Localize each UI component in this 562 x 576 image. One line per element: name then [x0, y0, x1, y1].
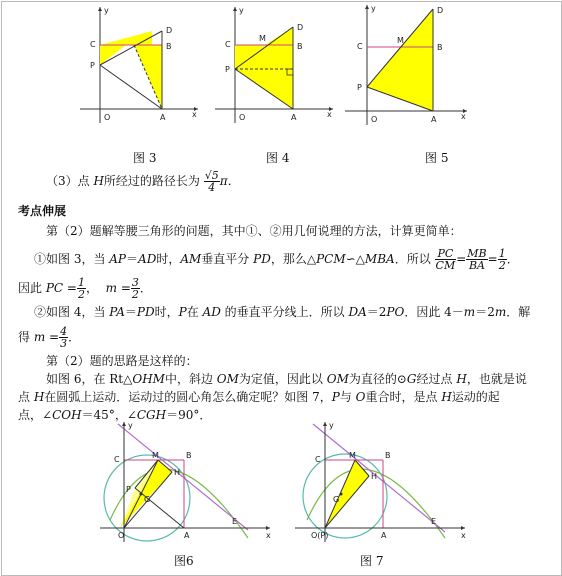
point-M-label: M [259, 34, 266, 43]
figure-6 [100, 420, 275, 545]
point-C-label: C [225, 40, 231, 49]
x-label: x [327, 110, 332, 119]
figure-3-caption: 图 3 [133, 151, 157, 165]
point-M-label: M [349, 451, 356, 460]
point-B-label: B [166, 42, 172, 51]
paragraph-7: 如图 6，在 Rt△OHM中，斜边 OM为定值，因此以 OM为直径的⊙G经过点 H，也就是说 [46, 372, 527, 386]
y-label: y [371, 4, 376, 13]
point-B-label: B [437, 43, 443, 52]
y-label: y [104, 6, 109, 15]
point-O-label: O [239, 113, 246, 122]
point-H-label: H [174, 468, 181, 477]
paragraph-3: 因此 PC = $\frac{1}{2}$ ， m = $\frac{3}{2}$ ． [18, 276, 152, 301]
point-P-label: P [225, 65, 230, 74]
figure-7 [295, 420, 470, 545]
paragraph-4: ②如图 4，当 PA＝PD时，P在 AD 的垂直平分线上．所以 DA＝2PO．因此 4－m＝2m．解 [34, 305, 531, 319]
x-label: x [266, 531, 271, 540]
x-label: x [461, 112, 466, 121]
point-O-label: O [104, 113, 111, 122]
point-D-label: D [166, 26, 173, 35]
y-label: y [329, 421, 334, 430]
point-A-label: A [431, 115, 437, 124]
figure-4-caption: 图 4 [266, 151, 290, 165]
figure-6-caption: 图6 [174, 554, 194, 568]
point-P-label: P [126, 485, 131, 494]
paragraph-9: 点，∠COH＝45°，∠CGH＝90°． [18, 408, 212, 422]
point-B-label: B [186, 451, 192, 460]
figure-7-caption: 图 7 [360, 554, 384, 568]
point-C-label: C [90, 40, 96, 49]
point-B-label: B [297, 42, 303, 51]
point-P-label: P [357, 83, 362, 92]
y-label: y [239, 6, 244, 15]
point-C-label: C [315, 455, 321, 464]
point-G-label: G [144, 495, 151, 504]
x-label: x [461, 531, 466, 540]
paragraph-1: 第（2）题解等腰三角形的问题，其中①、②用几何说理的方法，计算更简单： [46, 224, 462, 238]
point-D-label: D [297, 23, 304, 32]
point-H-label: H [371, 472, 378, 481]
point-A-label: A [184, 531, 190, 540]
point-C-label: C [114, 455, 120, 464]
paragraph-6: 第（2）题的思路是这样的： [46, 354, 198, 368]
figure-5 [345, 3, 470, 128]
paragraph-5: 得 m = $\frac{4}{3}$ ． [18, 325, 81, 350]
point-O-label: O(P) [311, 531, 329, 540]
point-B-label: B [385, 451, 391, 460]
point-M-label: M [397, 36, 404, 45]
fraction-sqrt5-over-4: $\frac{√5}{4}$ [204, 169, 219, 194]
figure-3 [80, 5, 200, 125]
y-label: y [128, 421, 133, 430]
point-P-label: P [90, 61, 95, 70]
section-heading: 考点伸展 [18, 204, 67, 218]
paragraph-2: ①如图 3，当 AP＝AD时，AM垂直平分 PD，那么△PCM∽△MBA．所以 $\frac{PC}{CM}$ = $\frac{MB}{BA}$ = $\frac{1}{2}$ ． [34, 247, 519, 272]
point-O-label: O [118, 531, 125, 540]
point-A-label: A [160, 113, 166, 122]
figure-5-caption: 图 5 [425, 151, 449, 165]
point-A-label: A [291, 113, 297, 122]
point-A-label: A [381, 531, 387, 540]
point-O-label: O [371, 115, 378, 124]
point-E-label: E [431, 517, 437, 526]
paragraph-8: 点 H在圆弧上运动．运动过的圆心角怎么确定呢？如图 7，P与 O重合时，是点 H运动的起 [18, 390, 500, 404]
figure-4 [215, 5, 335, 125]
line-3-answer: （3）点 H所经过的路径长为 $\frac{√5}{4}$ π． [46, 169, 240, 194]
x-label: x [192, 110, 197, 119]
point-G-label: G [333, 495, 340, 504]
point-D-label: D [437, 6, 444, 15]
point-C-label: C [357, 42, 363, 51]
point-E-label: E [232, 517, 238, 526]
point-M-label: M [152, 451, 159, 460]
